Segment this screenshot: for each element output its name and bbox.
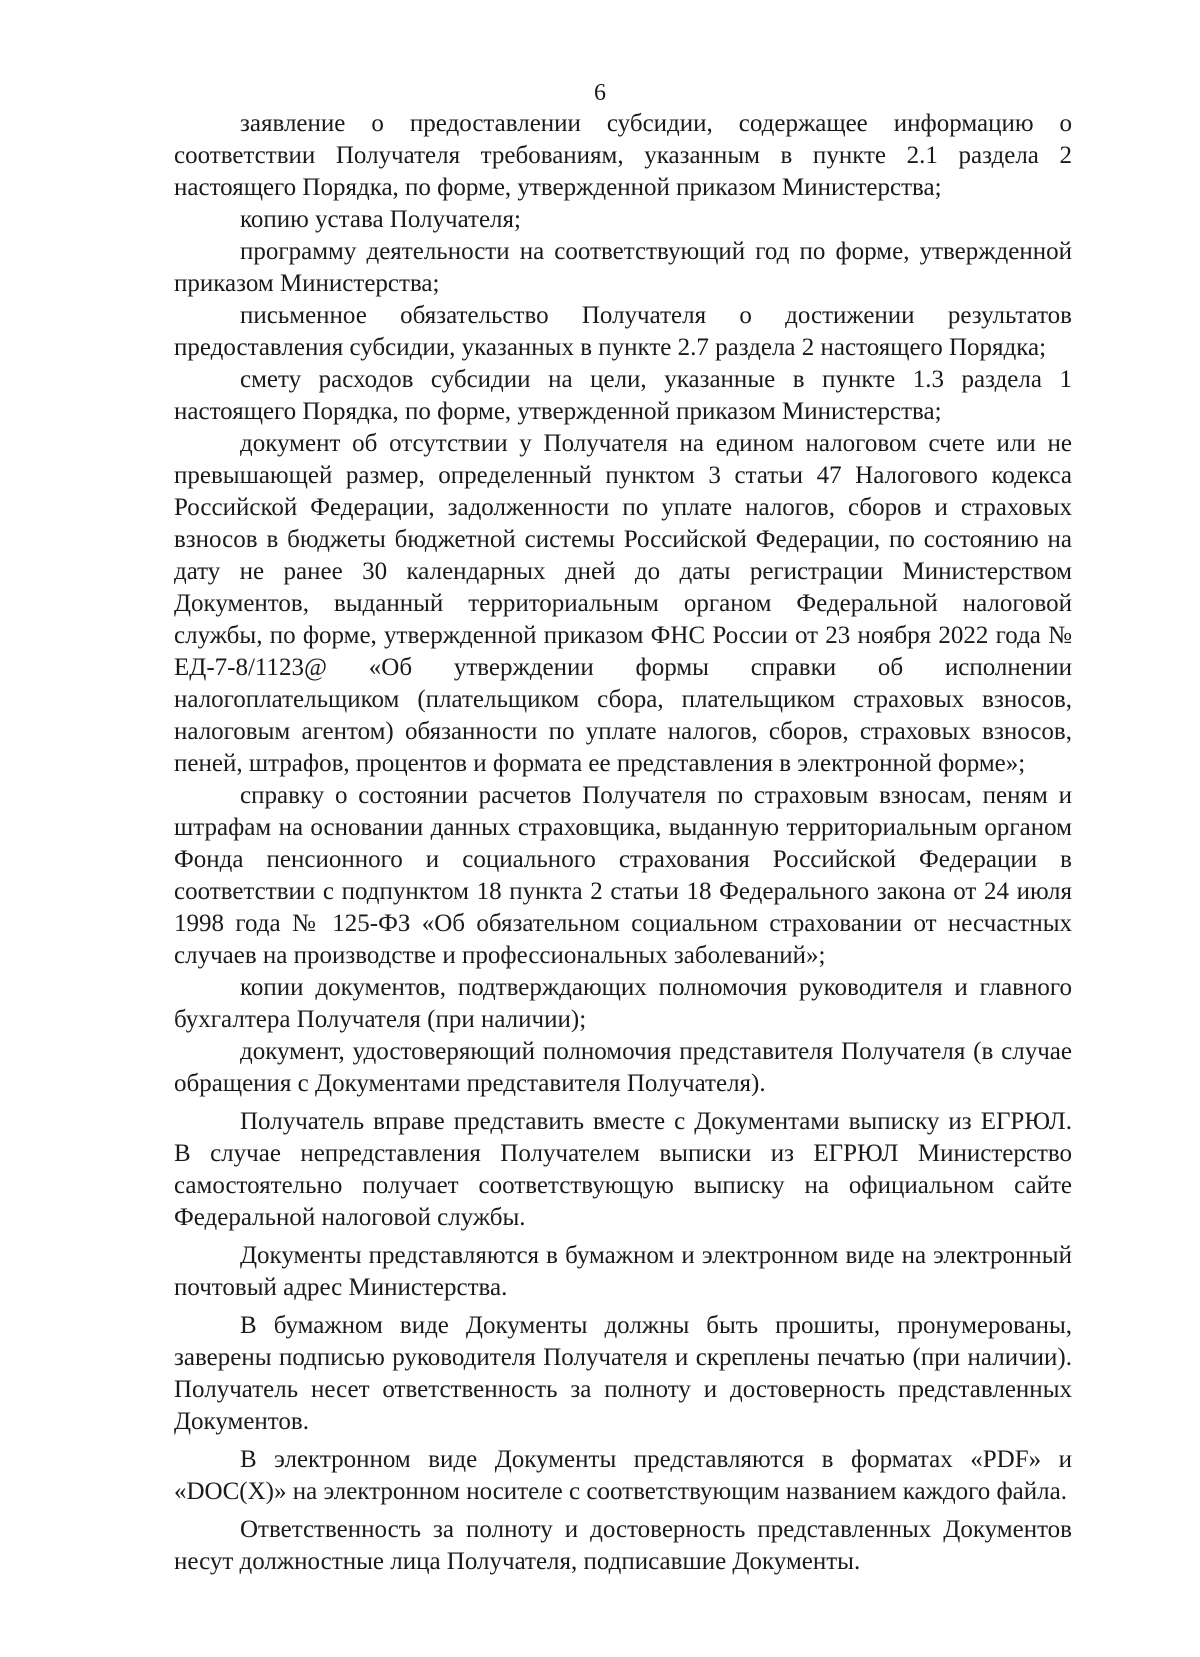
paragraph-responsibility: Ответственность за полноту и достоверность представленных Документов несут должностные лица Получателя, подписавшие Документы.: [174, 1516, 1072, 1575]
paragraph-application: заявление о предоставлении субсидии, содержащее информацию о соответствии Получателя требованиям, указанным в пункте 2.1 раздела 2 настоящего Порядка, по форме, утвержденной приказом Министерства;: [174, 110, 1072, 201]
paragraph-insurance-certificate: справку о состоянии расчетов Получателя по страховым взносам, пеням и штрафам на основании данных страховщика, выданную территориальным органом Фонда пенсионного и социального страхования Российской Федерации в соответствии с подпунктом 18 пункта 2 статьи 18 Федерального закона от 24 июля 1998 года № 125-ФЗ «Об обязательном социальном страховании от несчастных случаев на производстве и профессиональных заболеваний»;: [174, 782, 1072, 969]
paragraph-authority-copies: копии документов, подтверждающих полномочия руководителя и главного бухгалтера Получателя (при наличии);: [174, 974, 1072, 1033]
document-body: [174, 108, 1072, 1578]
paragraph-charter-copy: копию устава Получателя;: [240, 206, 521, 233]
paragraph-representative-document: документ, удостоверяющий полномочия представителя Получателя (в случае обращения с Документами представителя Получателя).: [174, 1038, 1072, 1097]
paragraph-tax-debt-document: документ об отсутствии у Получателя на едином налоговом счете или не превышающей размер, определенный пунктом 3 статьи 47 Налогового кодекса Российской Федерации, задолженности по уплате налогов, сборов и страховых взносов в бюджеты бюджетной системы Российской Федерации, по состоянию на дату не ранее 30 календарных дней до даты регистрации Министерством Документов, выданный территориальным органом Федеральной налоговой службы, по форме, утвержденной приказом ФНС России от 23 ноября 2022 года № ЕД-7-8/1123@ «Об утверждении формы справки об исполнении налогоплательщиком (плательщиком сбора, плательщиком страховых взносов, налоговым агентом) обязанности по уплате налогов, сборов, страховых взносов, пеней, штрафов, процентов и формата ее представления в электронной форме»;: [174, 430, 1072, 777]
paragraph-submission-form: Документы представляются в бумажном и электронном виде на электронный почтовый адрес Министерства.: [174, 1242, 1072, 1301]
paragraph-electronic-format: В электронном виде Документы представляются в форматах «PDF» и «DOC(X)» на электронном носителе с соответствующим названием каждого файла.: [174, 1446, 1072, 1505]
paragraph-paper-format: В бумажном виде Документы должны быть прошиты, пронумерованы, заверены подписью руководителя Получателя и скреплены печатью (при наличии). Получатель несет ответственность за полноту и достоверность представленных Документов.: [174, 1312, 1072, 1435]
paragraph-written-obligation: письменное обязательство Получателя о достижении результатов предоставления субсидии, указанных в пункте 2.7 раздела 2 настоящего Порядка;: [174, 302, 1072, 361]
paragraph-egrul-extract: Получатель вправе представить вместе с Документами выписку из ЕГРЮЛ. В случае непредставления Получателем выписки из ЕГРЮЛ Министерство самостоятельно получает соответствующую выписку на официальном сайте Федеральной налоговой службы.: [174, 1108, 1072, 1231]
paragraph-activity-program: программу деятельности на соответствующий год по форме, утвержденной приказом Министерства;: [174, 238, 1072, 297]
page-number: 6: [594, 80, 606, 106]
paragraph-expense-estimate: смету расходов субсидии на цели, указанные в пункте 1.3 раздела 1 настоящего Порядка, по форме, утвержденной приказом Министерства;: [174, 366, 1072, 425]
